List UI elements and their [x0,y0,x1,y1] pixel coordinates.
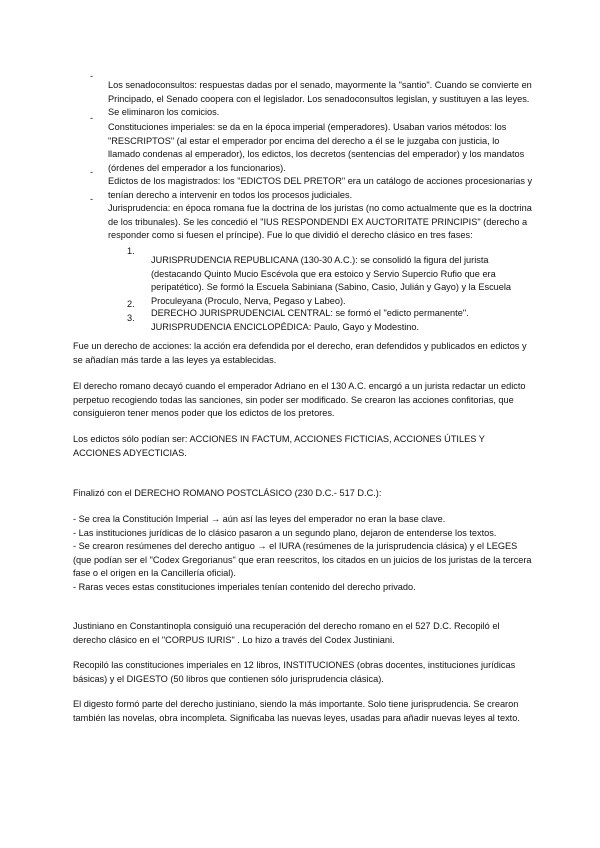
paragraph-text: Finalizó con el DERECHO ROMANO POSTCLÁSICO (230 D.C.- 517 D.C.): [73,488,382,498]
paragraph-text: Recopiló las constituciones imperiales en 12 libros, INSTITUCIONES (obras docentes, instituciones jurídicas básicas) y el DIGESTO (50 libros que contienen sólo jurisprudencia clásica). [73,660,516,684]
paragraph-edictos-tipos [73,433,533,460]
bullet-marker: - [90,167,94,177]
paragraph-text: Fue un derecho de acciones: la acción era defendida por el derecho, eran defendidos y publicados en edictos y se añadían más tarde a las leyes ya establecidas. [73,341,527,365]
paragraph-text: El digesto formó parte del derecho justiniano, siendo la más importante. Solo tiene jurisprudencia. Se crearon también las novelas, obra incompleta. Significaba las nuevas leyes, usadas para añadir nuevas leyes al texto. [73,699,520,723]
bullet-marker: - [90,71,94,81]
list-line: - Raras veces estas constituciones imperiales tenían contenido del derecho privado. [73,581,416,592]
phase-number: 1. [127,246,135,256]
phase-text: JURISPRUDENCIA ENCICLOPÉDICA: Paulo, Gayo y Modestino. [151,322,420,333]
bullet-text: Jurisprudencia: en época romana fue la doctrina de los juristas (no como actualmente que es la doctrina de los tribunales). Se les concedió el "IUS RESPONDENDI EX AUCTORITATE PRINCIPIS" (derecho a responder como si fuesen el príncipe). Fue lo que dividió el derecho clásico en tres fases: [108,203,532,241]
paragraph-postclasico [73,487,533,501]
bullet-text: Edictos de los magistrados: los "EDICTOS DEL PRETOR" era un catálogo de acciones procesionarias y tenían derecho a intervenir en todos los procesos judiciales. [108,176,533,200]
phase-text: JURISPRUDENCIA REPUBLICANA (130-30 A.C.): se consolidó la figura del jurista (destacando Quinto Mucio Escévola que era estoico y Servio Supercio Rufio que era peripatético). Se formó la Escuela Sabiniana (Sabino, Casio, Julián y Gayo) y la Escuela Proculeyana (Proculo, Nerva, Pegaso y Labeo). [151,255,512,306]
list-line: - Las instituciones jurídicas de lo clásico pasaron a un segundo plano, dejaron de entenderse los textos. [73,527,497,538]
list-line: - Se crea la Constitución Imperial → aún así las leyes del emperador no eran la base clave. [73,514,446,524]
paragraph-recopilacion [73,659,533,686]
paragraph-text: Los edictos sólo podían ser: ACCIONES IN FACTUM, ACCIONES FICTICIAS, ACCIONES ÚTILES Y ACCIONES ADYECTICIAS. [73,434,485,458]
paragraph-acciones [73,340,533,367]
paragraph-text: El derecho romano decayó cuando el emperador Adriano en el 130 A.C. encargó a un jurista redactar un edicto perpetuo recogiendo todas las sanciones, sin poder ser modificado. Se crearon las acciones confitorias, que consiguieron tener menos poder que los edictos de los pretores. [73,381,526,419]
bullet-marker: - [90,113,94,123]
phase-text: DERECHO JURISPRUDENCIAL CENTRAL: se formó el "edicto permanente". [151,308,469,319]
paragraph-justiniano [73,620,533,647]
bullet-item-jurisprudencia [73,193,533,252]
bullet-text: Los senadoconsultos: respuestas dadas por el senado, mayormente la "santio". Cuando se convierte en Principado, el Senado coopera con el legislador. Los senadoconsultos legislan, y sustituyen a las leyes. Se eliminaron los comicios. [108,80,532,118]
bullet-text: Constituciones imperiales: se da en la época imperial (emperadores). Usaban varios métodos: los "RESCRIPTOS" (al estar el emperador por encima del derecho a él se le juzgaba con justicia, lo llamado condenas al emperador), los edictos, los decretos (sentencias del emperador) y los mandatos (órdenes del emperador a los funcionarios). [108,122,525,173]
paragraph-digesto [73,698,533,725]
list-line: - Se crearon resúmenes del derecho antiguo → el IURA (resúmenes de la jurisprudencia clásica) y el LEGES (que podían ser el "Codex Gregorianus" que eran reescritos, los citados en un juicios de los juristas de la tercera fase o el origen en la Cancillería oficial). [73,541,532,579]
paragraph-decadencia [73,380,533,421]
paragraph-text: Justiniano en Constantinopla consiguió una recuperación del derecho romano en el 527 D.C. Recopiló el derecho clásico en el "CORPUS IURIS" . Lo hizo a través del Codex Justiniani. [73,621,500,645]
paragraph-postclasico-list [73,513,533,595]
phase-number: 3. [127,313,135,323]
bullet-marker: - [90,194,94,204]
phase-number: 2. [127,299,135,309]
